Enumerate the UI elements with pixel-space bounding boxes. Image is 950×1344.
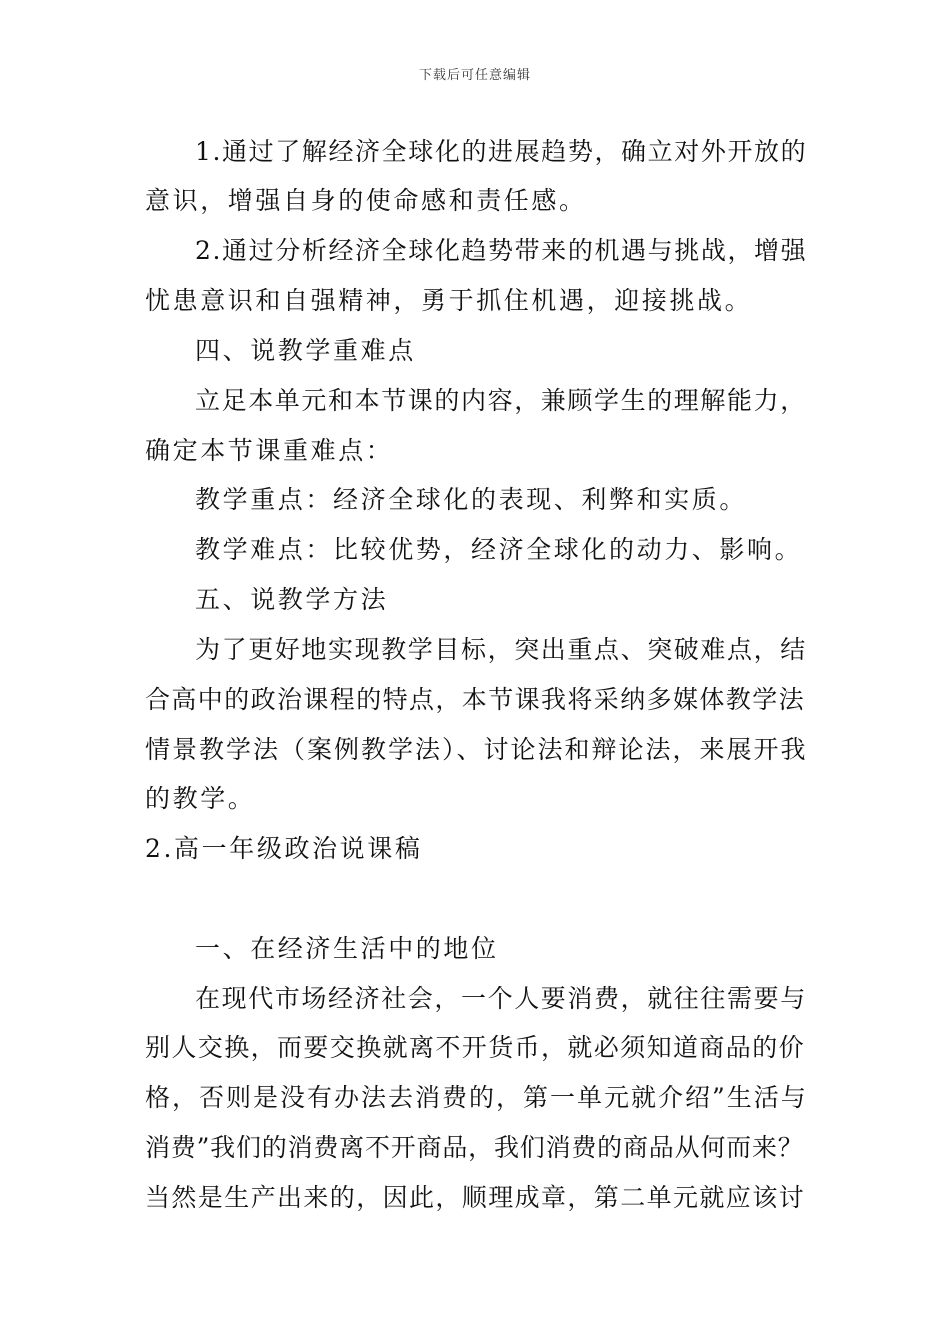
section-heading: 五、说教学方法 xyxy=(195,585,389,614)
paragraph-line: 2.通过分析经济全球化趋势带来的机遇与挑战，增强 xyxy=(195,236,808,265)
paragraph-line: 在现代市场经济社会，一个人要消费，就往往需要与 xyxy=(195,984,807,1013)
section-heading: 四、说教学重难点 xyxy=(195,336,416,365)
paragraph-line: 别人交换，而要交换就离不开货币，就必须知道商品的价 xyxy=(145,1033,806,1062)
paragraph-line: 消费”我们的消费离不开商品，我们消费的商品从何而来？ xyxy=(145,1133,804,1162)
paragraph-line: 合高中的政治课程的特点，本节课我将采纳多媒体教学法 xyxy=(145,685,806,714)
paragraph-line: 教学难点：比较优势，经济全球化的动力、影响。 xyxy=(195,535,803,564)
paragraph-line: 立足本单元和本节课的内容，兼顾学生的理解能力， xyxy=(195,386,807,415)
header-note: 下载后可任意编辑 xyxy=(418,68,531,83)
paragraph-line: 意识，增强自身的使命感和责任感。 xyxy=(145,186,587,215)
paragraph-line: 1.通过了解经济全球化的进展趋势，确立对外开放的 xyxy=(195,137,808,166)
paragraph-line: 教学重点：经济全球化的表现、利弊和实质。 xyxy=(195,485,748,514)
paragraph-line: 的教学。 xyxy=(145,784,256,813)
section-heading: 一、在经济生活中的地位 xyxy=(195,934,499,963)
paragraph-line: 确定本节课重难点： xyxy=(145,436,394,465)
paragraph-line: 当然是生产出来的，因此，顺理成章，第二单元就应该讨 xyxy=(145,1183,806,1212)
document-title: 2.高一年级政治说课稿 xyxy=(145,834,423,863)
paragraph-line: 忧患意识和自强精神，勇于抓住机遇，迎接挑战。 xyxy=(145,286,753,315)
paragraph-line: 情景教学法（案例教学法）、讨论法和辩论法，来展开我 xyxy=(145,735,808,764)
paragraph-line: 为了更好地实现教学目标，突出重点、突破难点，结 xyxy=(195,635,807,664)
paragraph-line: 格，否则是没有办法去消费的，第一单元就介绍”生活与 xyxy=(145,1083,808,1112)
